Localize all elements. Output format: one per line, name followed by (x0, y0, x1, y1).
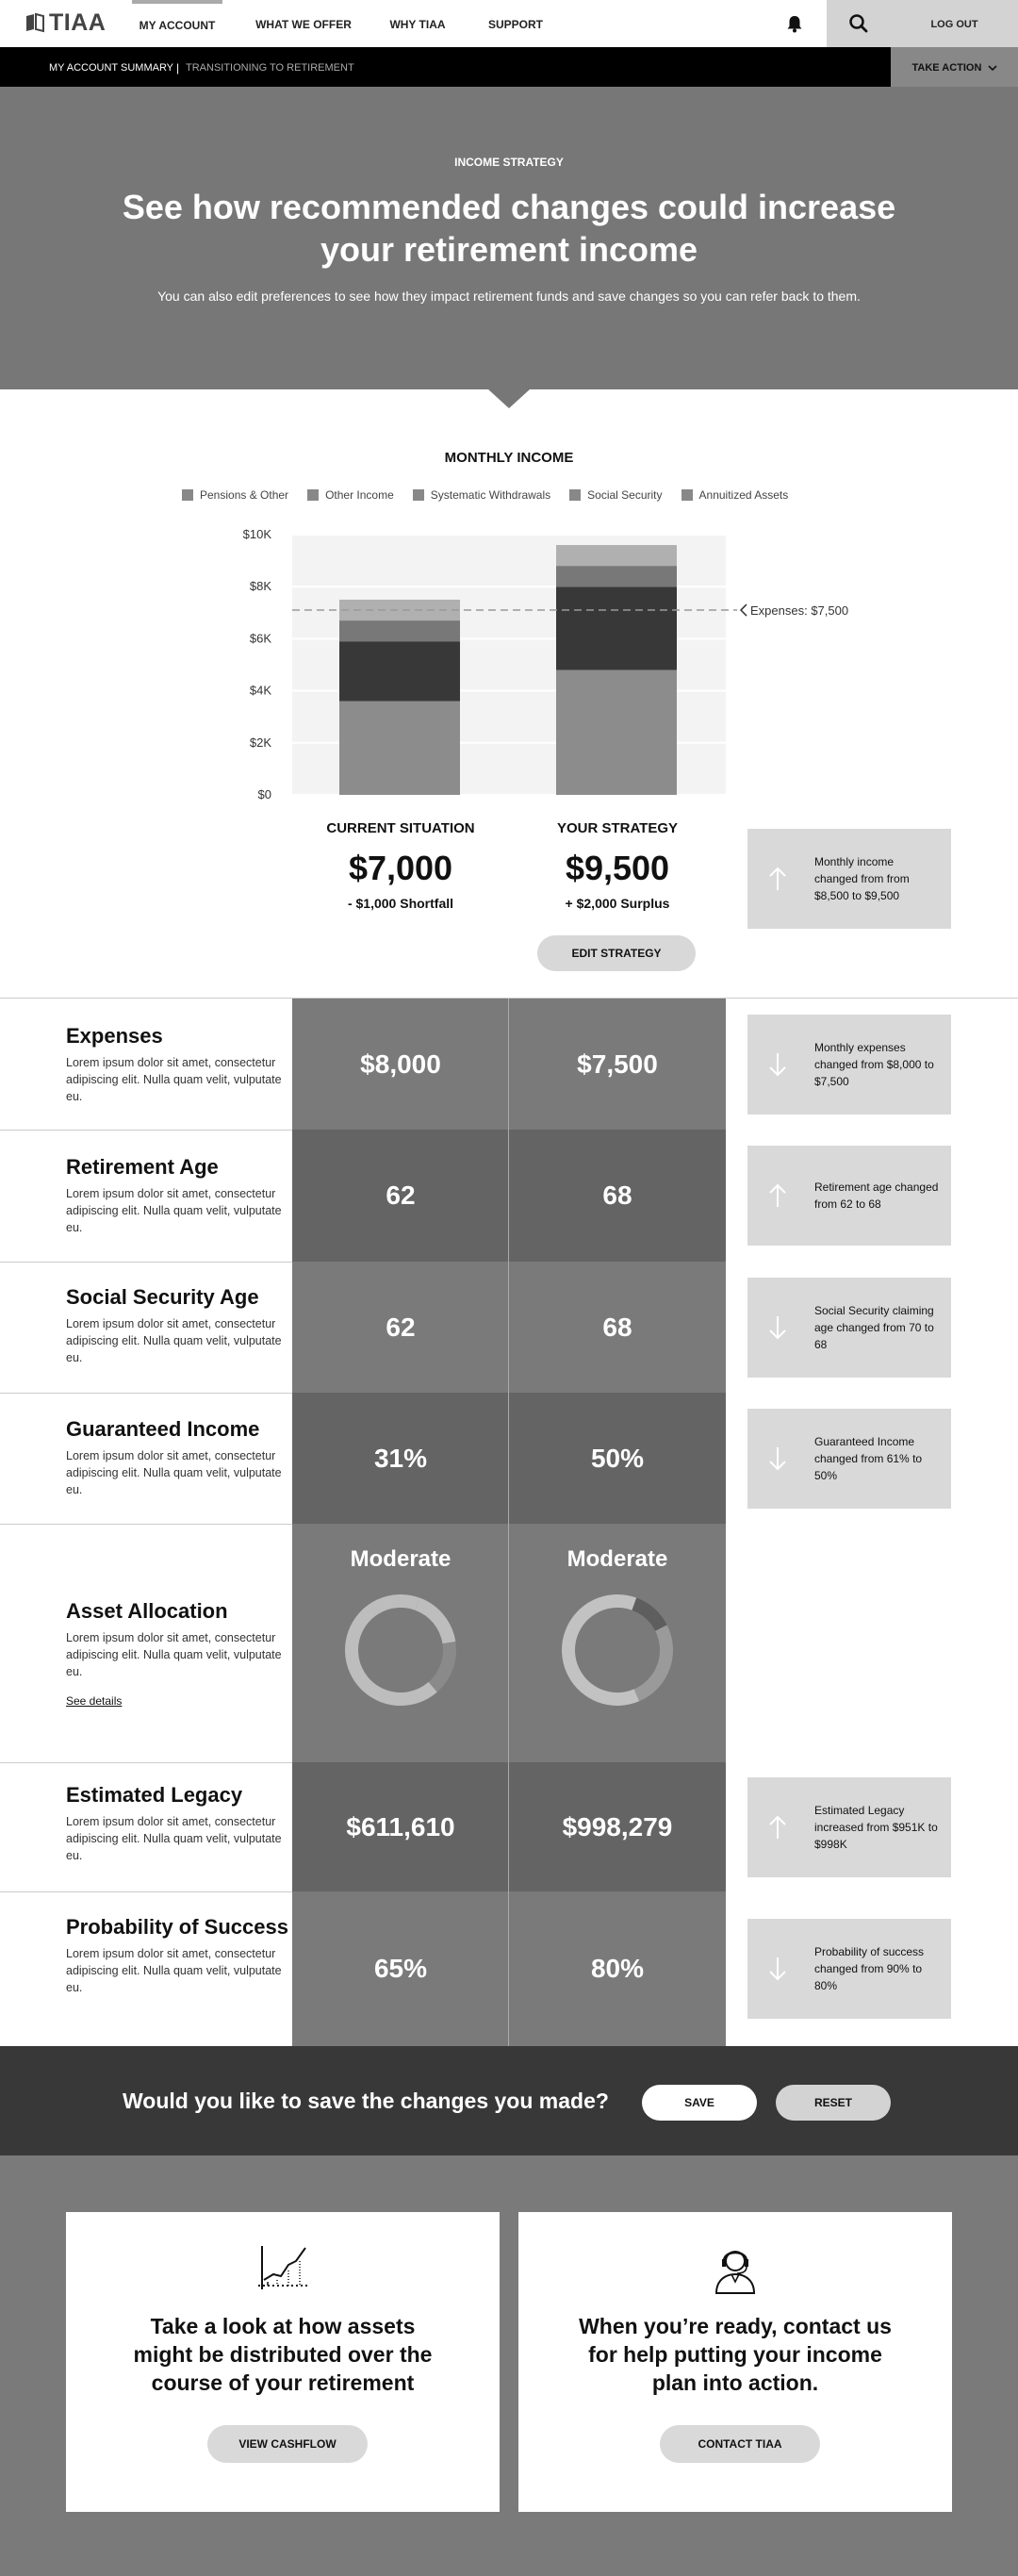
row-divider (0, 1130, 292, 1131)
chevron-down-icon (988, 64, 997, 72)
allocation-donut-icon (342, 1592, 459, 1709)
donut-segment (559, 1592, 676, 1709)
logo-text: TIAA (49, 8, 107, 36)
arrow-up-icon (768, 1815, 787, 1840)
row-description: Lorem ipsum dolor sit amet, consectetur adipiscing elit. Nulla quam velit, vulputate eu. (66, 1187, 282, 1234)
row-title: Retirement Age (66, 1155, 219, 1179)
callout-text: Probability of success changed from 90% to 80% (814, 1945, 925, 1992)
nav-support[interactable]: SUPPORT (487, 18, 543, 31)
bar-segment (339, 620, 460, 641)
strategy-value-cell (509, 1130, 726, 1262)
arrow-down-icon (768, 1957, 787, 1981)
row-description: Lorem ipsum dolor sit amet, consectetur adipiscing elit. Nulla quam velit, vulputate eu. (66, 1056, 282, 1103)
legend-item (307, 487, 394, 503)
current-value: $611,610 (346, 1811, 455, 1841)
top-navigation (0, 0, 1018, 47)
callout-text: Estimated Legacy increased from $951K to $998K (814, 1804, 938, 1851)
current-value: 65% (373, 1954, 428, 1983)
change-callout (747, 1919, 951, 2019)
search-icon (848, 13, 869, 34)
tiaa-logo[interactable] (25, 9, 106, 36)
bar-segment (339, 641, 460, 701)
legend-label: Systematic Withdrawals (430, 488, 551, 502)
strategy-value-cell (509, 1762, 726, 1891)
breadcrumb-transitioning[interactable]: TRANSITIONING TO RETIREMENT (186, 62, 354, 74)
arrow-down-icon (768, 1446, 787, 1471)
bar-segment (556, 670, 677, 795)
arrow-down-icon (768, 1052, 787, 1077)
hero-eyebrow: INCOME STRATEGY (454, 156, 564, 169)
bar-segment (556, 586, 677, 669)
bell-icon[interactable] (784, 13, 805, 34)
legend-swatch (681, 489, 693, 501)
legend-label: Pensions & Other (200, 488, 289, 502)
hero-notch (488, 389, 530, 408)
current-value: 31% (373, 1443, 428, 1473)
strategy-value-cell (509, 1393, 726, 1524)
cashflow-card-title: Take a look at how assets might be distributed over the course of your retirement (133, 2314, 433, 2395)
support-agent-icon (707, 2242, 764, 2295)
hero-banner (0, 87, 1018, 389)
contact-card (518, 2212, 952, 2512)
current-label: CURRENT SITUATION (326, 820, 475, 836)
legend-item (681, 487, 789, 503)
callout-notch (734, 1182, 747, 1209)
strategy-value: 50% (590, 1443, 645, 1473)
see-details-link[interactable]: See details (66, 1694, 123, 1708)
callout-text: Retirement age changed from 62 to 68 (814, 1181, 939, 1211)
row-divider (0, 1262, 292, 1263)
current-value-cell (292, 1891, 509, 2046)
strategy-allocation-label: Moderate (566, 1546, 668, 1572)
sub-navigation (0, 47, 1018, 87)
strategy-value-cell (509, 1891, 726, 2046)
row-divider (0, 1393, 292, 1394)
row-label-6 (66, 1914, 292, 1996)
row-title: Asset Allocation (66, 1599, 228, 1623)
row-divider (0, 1762, 292, 1763)
strategy-value-cell (509, 999, 726, 1130)
y-tick-label: $8K (249, 579, 271, 594)
row-title: Estimated Legacy (66, 1783, 243, 1807)
row-label-1 (66, 1154, 292, 1236)
legend-label: Other Income (325, 488, 394, 502)
strategy-value-cell (509, 1262, 726, 1393)
edit-strategy-button[interactable]: EDIT STRATEGY (537, 935, 696, 971)
legend-swatch (182, 489, 193, 501)
strategy-value-cell (509, 1524, 726, 1762)
arrow-down-icon (768, 1315, 787, 1340)
row-divider (0, 1891, 292, 1892)
y-tick-label: $6K (249, 631, 271, 646)
legend-swatch (569, 489, 581, 501)
callout-text: Social Security claiming age changed from 70 to 68 (814, 1304, 934, 1351)
contact-tiaa-button[interactable]: CONTACT TIAA (660, 2425, 820, 2463)
donut-segment (342, 1592, 459, 1709)
row-divider (0, 1524, 292, 1525)
breadcrumb-separator: | (176, 61, 180, 74)
legend-swatch (307, 489, 319, 501)
current-value-cell (292, 1524, 509, 1762)
chart-title: MONTHLY INCOME (444, 450, 574, 466)
legend-label: Annuitized Assets (698, 488, 789, 502)
current-value-cell (292, 999, 509, 1130)
strategy-note: + $2,000 Surplus (565, 896, 670, 911)
change-callout (747, 1777, 951, 1877)
row-title: Guaranteed Income (66, 1417, 260, 1441)
row-label-0 (66, 1023, 292, 1105)
chart-legend (182, 487, 788, 503)
strategy-value: 68 (602, 1312, 632, 1342)
row-label-3 (66, 1416, 292, 1498)
strategy-value: 68 (602, 1181, 632, 1210)
current-value-cell (292, 1762, 509, 1891)
nav-my-account[interactable]: MY ACCOUNT (132, 0, 222, 47)
current-value: 62 (386, 1312, 416, 1342)
current-note: - $1,000 Shortfall (347, 896, 454, 911)
row-title: Expenses (66, 1024, 163, 1048)
callout-notch (734, 1314, 747, 1341)
nav-what-we-offer[interactable]: WHAT WE OFFER (255, 18, 352, 31)
donut-segment (559, 1592, 676, 1709)
strategy-value: $998,279 (562, 1811, 673, 1841)
current-value: 62 (386, 1181, 416, 1210)
callout-text: Monthly income changed from from $8,500 to $9,500 (814, 855, 910, 902)
bar-segment (556, 566, 677, 586)
view-cashflow-button[interactable]: VIEW CASHFLOW (207, 2425, 368, 2463)
callout-notch (734, 866, 747, 892)
arrow-up-icon (768, 1183, 787, 1208)
row-label-4 (66, 1598, 292, 1708)
reset-button[interactable]: RESET (776, 2085, 891, 2121)
search-button[interactable] (827, 0, 891, 47)
row-description: Lorem ipsum dolor sit amet, consectetur adipiscing elit. Nulla quam velit, vulputate eu. (66, 1815, 282, 1862)
chevron-left-icon (741, 604, 747, 616)
hero-subtitle: You can also edit preferences to see how they impact retirement funds and save changes so you can refer back to them. (157, 289, 861, 304)
strategy-amount: $9,500 (565, 849, 670, 887)
legend-label: Social Security (587, 488, 663, 502)
legend-item (413, 487, 550, 503)
strategy-value: 80% (590, 1954, 645, 1983)
allocation-donut-icon (559, 1592, 676, 1709)
current-value-cell (292, 1393, 509, 1524)
save-button[interactable]: SAVE (642, 2085, 757, 2121)
change-callout (747, 1015, 951, 1115)
y-tick-label: $10K (242, 527, 271, 541)
contact-card-title: When you’re ready, contact us for help putting your income plan into action. (579, 2314, 892, 2395)
y-tick-label: $0 (257, 787, 271, 801)
current-allocation-label: Moderate (350, 1546, 452, 1572)
save-question: Would you like to save the changes you made? (123, 2089, 609, 2113)
legend-item (569, 487, 662, 503)
callout-notch (734, 1814, 747, 1841)
bar-segment (556, 545, 677, 566)
monthly-income-chart (217, 519, 877, 801)
bar-segment (339, 702, 460, 795)
legend-item (182, 487, 288, 503)
tiaa-logo-mark-icon (25, 12, 45, 33)
row-description: Lorem ipsum dolor sit amet, consectetur adipiscing elit. Nulla quam velit, vulputate eu. (66, 1449, 282, 1496)
income-change-callout (747, 829, 951, 929)
callout-text: Guaranteed Income changed from 61% to 50% (814, 1435, 923, 1482)
donut-segment (342, 1592, 459, 1709)
take-action-dropdown[interactable] (891, 47, 1018, 87)
logout-button[interactable]: LOG OUT (891, 0, 1018, 47)
strategy-label: YOUR STRATEGY (556, 820, 679, 836)
current-amount: $7,000 (348, 849, 453, 887)
breadcrumb-account-summary[interactable]: MY ACCOUNT SUMMARY (49, 62, 174, 74)
expenses-line-label: Expenses: $7,500 (750, 603, 849, 619)
nav-why-tiaa[interactable]: WHY TIAA (389, 18, 446, 31)
column-divider (508, 999, 509, 2046)
strategy-summary (509, 820, 726, 911)
current-summary (292, 820, 509, 911)
take-action-label: TAKE ACTION (911, 62, 982, 74)
arrow-up-icon (768, 867, 787, 891)
cashflow-card (66, 2212, 500, 2512)
current-value-cell (292, 1130, 509, 1262)
hero-title: See how recommended changes could increase your retirement income (122, 188, 896, 269)
change-callout (747, 1278, 951, 1378)
callout-notch (734, 1956, 747, 1982)
y-tick-label: $4K (249, 683, 271, 698)
callout-notch (734, 1445, 747, 1472)
legend-swatch (413, 489, 424, 501)
line-chart-icon (254, 2242, 311, 2295)
row-title: Probability of Success (66, 1915, 288, 1939)
strategy-value: $7,500 (577, 1049, 658, 1079)
y-tick-label: $2K (249, 735, 271, 750)
row-description: Lorem ipsum dolor sit amet, consectetur adipiscing elit. Nulla quam velit, vulputate eu. (66, 1317, 282, 1364)
row-description: Lorem ipsum dolor sit amet, consectetur adipiscing elit. Nulla quam velit, vulputate eu. (66, 1947, 282, 1994)
current-value-cell (292, 1262, 509, 1393)
row-description: Lorem ipsum dolor sit amet, consectetur adipiscing elit. Nulla quam velit, vulputate eu. (66, 1631, 282, 1678)
donut-segment (342, 1592, 459, 1709)
callout-notch (734, 1051, 747, 1078)
row-label-2 (66, 1284, 292, 1366)
current-value: $8,000 (360, 1049, 441, 1079)
row-label-5 (66, 1782, 292, 1864)
donut-segment (559, 1592, 676, 1709)
change-callout (747, 1409, 951, 1509)
row-title: Social Security Age (66, 1285, 259, 1309)
callout-text: Monthly expenses changed from $8,000 to $7,500 (814, 1041, 934, 1088)
change-callout (747, 1146, 951, 1246)
